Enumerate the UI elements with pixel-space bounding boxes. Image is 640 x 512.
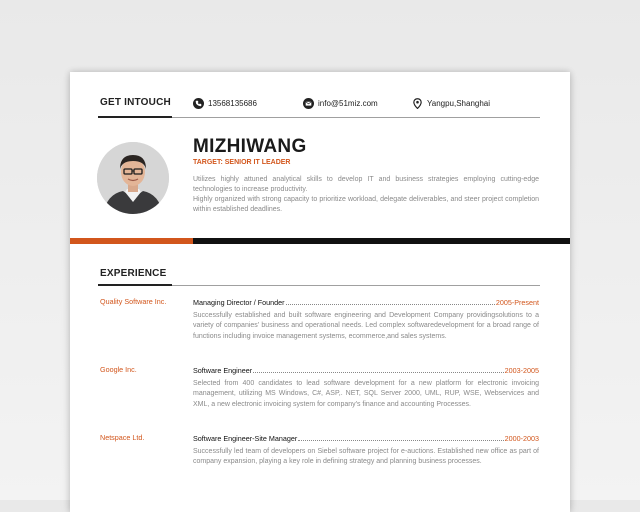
phone-icon: [193, 98, 204, 109]
divider-dark: [193, 238, 570, 244]
job-dates: 2005-Present: [495, 298, 539, 307]
dotted-leader: [253, 371, 503, 373]
candidate-name: MIZHIWANG: [193, 136, 307, 157]
experience-header: [98, 265, 540, 286]
section-title: EXPERIENCE: [100, 268, 167, 279]
contact-title: GET INTOUCH: [100, 97, 171, 108]
contact-bar: [98, 95, 540, 118]
dotted-leader: [298, 439, 503, 441]
resume-page: [70, 72, 570, 512]
job-company: Google Inc.: [100, 365, 137, 374]
job-rolebar: [193, 365, 539, 375]
location-pin-icon: [412, 98, 423, 109]
email-address: info@51miz.com: [318, 99, 378, 108]
job-dates: 2000-2003: [504, 434, 539, 443]
contact-location[interactable]: [412, 98, 490, 109]
portrait-image: [97, 142, 169, 214]
email-icon: [303, 98, 314, 109]
job-role: Software Engineer: [193, 366, 253, 375]
contact-phone[interactable]: [193, 98, 257, 109]
job-description: Successfully established and built software engineering and Development Company providingsolutions to a variety of companies' business and operational needs. Led complex softwaredevelopment for a broad range of functions including invoice management systems, ecommerce,and sales systems.: [193, 312, 539, 340]
summary-paragraph: Highly organized with strong capacity to prioritize workload, delegate deliverables, and steer project completion within established deadlines.: [193, 196, 539, 213]
candidate-target: TARGET: SENIOR IT LEADER: [193, 159, 291, 166]
location-text: Yangpu,Shanghai: [427, 99, 491, 108]
contact-title-underline: [98, 116, 172, 118]
dotted-leader: [286, 303, 495, 305]
job-role: Managing Director / Founder: [193, 298, 285, 307]
summary-paragraph: Utilizes highly attuned analytical skills to develop IT and business strategies employing cutting-edge technologies to increase productivity.: [193, 176, 539, 193]
job-description: Selected from 400 candidates to lead software development for a new platform for electronic invoicing management, utilizing MS Windows, C#, ASP,. NET, SQL Server 2000, UML, RUP, WSE, Webservices and XML, a new electronic invoicing system for company's finance and accounting Processes.: [193, 380, 539, 408]
divider-accent: [70, 238, 193, 244]
section-underline: [98, 284, 172, 286]
job-company: Quality Software Inc.: [100, 297, 167, 306]
avatar: [97, 142, 169, 214]
job-role: Software Engineer-Site Manager: [193, 434, 298, 443]
job-description: Successfully led team of developers on Siebel software project for e-auctions. Established new office as part of company expansion, playing a key role in defining strategy and planning business processes.: [193, 448, 539, 466]
job-rolebar: [193, 433, 539, 443]
job-rolebar: [193, 297, 539, 307]
phone-number: 13568135686: [208, 99, 257, 108]
contact-email[interactable]: [303, 98, 378, 109]
profile-summary: [193, 175, 539, 215]
job-dates: 2003-2005: [504, 366, 539, 375]
job-company: Netspace Ltd.: [100, 433, 145, 442]
